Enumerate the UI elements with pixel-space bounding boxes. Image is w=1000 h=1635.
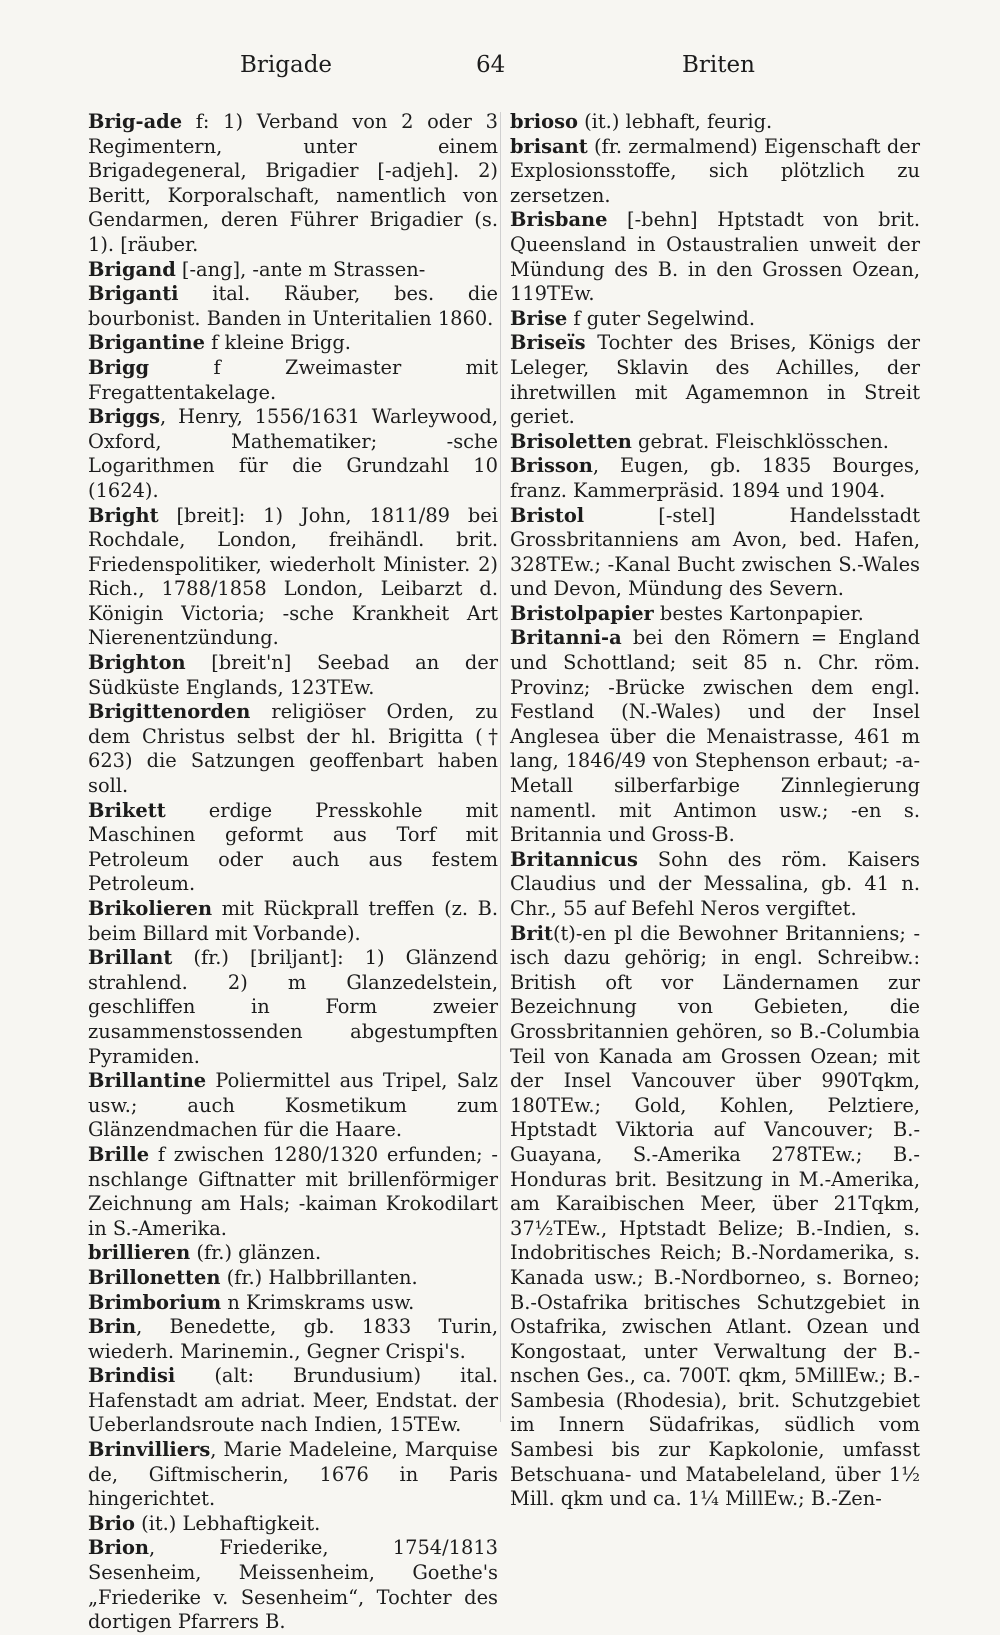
dictionary-entry: Brion, Friederike, 1754/1813 Sesenheim, Meissenheim, Goethe's „Friederike v. Sesenheim“, Tochter des dortigen Pfarrers B.: [88, 1536, 498, 1634]
dictionary-entry: brioso (it.) lebhaft, feurig.: [510, 110, 773, 133]
dictionary-entry: brisant (fr. zermalmend) Eigenschaft der Explosionsstoffe, sich plötzlich zu zersetzen.: [510, 134, 920, 207]
dictionary-entry: Brit(t)-en pl die Bewohner Britanniens; -isch dazu gehörig; in engl. Schreibw.: British oft vor Ländernamen zur Bezeichnung von Gebieten, die Grossbritannien gehören, so B.-Columbia Teil von Kanada am Grossen Ozean; mit der Insel Vancouver über 990Tqkm, 180TEw.; Gold, Kohlen, Pelztiere, Hptstadt Viktoria auf Vancouver; B.-Guayana, S.-Amerika 278TEw.; B.-Honduras brit. Besitzung in M.-Amerika, am Karaibischen Meer, über 21Tqkm, 37½TEw., Hptstadt Belize; B.-Indien, s. Indobritisches Reich; B.-Nordamerika, s. Kanada usw.; B.-Nordborneo, s. Borneo; B.-Ostafrika britisches Schutzgebiet in Ostafrika, zwischen Atlant. Ozean und Kongostaat, unter Verwaltung der B.-nschen Ges., ca. 700T. qkm, 5MillEw.; B.-Sambesia (Rhodesia), brit. Schutzgebiet im Innern Südafrikas, südlich vom Sambesi bis zur Kapkolonie, umfasst Betschuana- und Matabeleland, über 1½ Mill. qkm und ca. 1¼ MillEw.; B.-Zen-: [510, 921, 920, 1511]
dictionary-entry: brillieren (fr.) glänzen.: [88, 1241, 322, 1265]
dictionary-entry: Britannicus Sohn des röm. Kaisers Claudius und der Messalina, gb. 41 n. Chr., 55 auf Befehl Neros vergiftet.: [510, 847, 920, 920]
dictionary-entry: Briseïs Tochter des Brises, Königs der Leleger, Sklavin des Achilles, der ihretwillen mit Agamemnon in Streit geriet.: [510, 331, 920, 429]
dictionary-entry: Bright [breit]: 1) John, 1811/89 bei Rochdale, London, freihändl. brit. Friedenspolitiker, wiederholt Minister. 2) Rich., 1788/1858 London, Leibarzt d. Königin Victoria; -sche Krankheit Art Nierenentzündung.: [88, 503, 498, 650]
dictionary-entry: Briganti ital. Räuber, bes. die bourbonist. Banden in Unteritalien 1860.: [88, 282, 498, 330]
right-column: [510, 110, 920, 1512]
dictionary-entry: Brillonetten (fr.) Halbbrillanten.: [88, 1265, 418, 1289]
dictionary-entry: Brig-ade f: 1) Verband von 2 oder 3 Regimentern, unter einem Brigadegeneral, Brigadier [-adjeh]. 2) Beritt, Korporalschaft, namentlich von Gendarmen, deren Führer Brigadier (s. 1). [räuber.: [88, 110, 498, 256]
dictionary-entry: Brisoletten gebrat. Fleischklösschen.: [510, 429, 889, 453]
dictionary-entry: Brighton [breit'n] Seebad an der Südküste Englands, 123TEw.: [88, 651, 498, 699]
dictionary-entry: Bristolpapier bestes Kartonpapier.: [510, 601, 864, 625]
dictionary-entry: Brinvilliers, Marie Madeleine, Marquise de, Giftmischerin, 1676 in Paris hingerichtet.: [88, 1438, 498, 1511]
dictionary-entry: Brindisi (alt: Brundusium) ital. Hafenstadt am adriat. Meer, Endstat. der Ueberlandsroute nach Indien, 15TEw.: [88, 1364, 498, 1437]
dictionary-entry: Brio (it.) Lebhaftigkeit.: [88, 1511, 321, 1535]
dictionary-entry: Brikolieren mit Rückprall treffen (z. B. beim Billard mit Vorbande).: [88, 897, 498, 945]
page-number: 64: [476, 52, 506, 78]
dictionary-entry: Britanni-a bei den Römern = England und Schottland; seit 85 n. Chr. röm. Provinz; -Brücke zwischen dem engl. Festland (N.-Wales) und der Insel Anglesea über die Menaistrasse, 461 m lang, 1846/49 von Stephenson erbaut; -a-Metall silberfarbige Zinnlegierung namentl. mit Antimon usw.; -en s. Britannia und Gross-B.: [510, 626, 920, 847]
dictionary-entry: Brisson, Eugen, gb. 1835 Bourges, franz. Kammerpräsid. 1894 und 1904.: [510, 454, 920, 502]
dictionary-entry: Brillant (fr.) [briljant]: 1) Glänzend strahlend. 2) m Glanzedelstein, geschliffen in Form zweier zusammenstossenden abgestumpften Pyramiden.: [88, 946, 498, 1068]
dictionary-entry: Brillantine Poliermittel aus Tripel, Salz usw.; auch Kosmetikum zum Glänzendmachen für die Haare.: [88, 1069, 498, 1142]
dictionary-entry: Brille f zwischen 1280/1320 erfunden; -nschlange Giftnatter mit brillenförmiger Zeichnung am Hals; -kaiman Krokodilart in S.-Amerika.: [88, 1142, 498, 1240]
left-column: [88, 110, 498, 1635]
dictionary-entry: Brimborium n Krimskrams usw.: [88, 1290, 415, 1314]
dictionary-entry: Briggs, Henry, 1556/1631 Warleywood, Oxford, Mathematiker; -sche Logarithmen für die Grundzahl 10 (1624).: [88, 405, 498, 502]
dictionary-entry: Bristol [-stel] Handelsstadt Grossbritanniens am Avon, bed. Hafen, 328TEw.; -Kanal Bucht zwischen S.-Wales und Devon, Mündung des Severn.: [510, 503, 920, 601]
dictionary-entry: Brin, Benedette, gb. 1833 Turin, wiederh. Marinemin., Gegner Crispi's.: [88, 1315, 498, 1363]
dictionary-entry: Brigand [-ang], -ante m Strassen-: [88, 257, 426, 281]
dictionary-entry: Brikett erdige Presskohle mit Maschinen geformt aus Torf mit Petroleum oder auch aus festem Petroleum.: [88, 798, 498, 896]
dictionary-entry: Brisbane [-behn] Hptstadt von brit. Queensland in Ostaustralien unweit der Mündung des B. in den Grossen Ozean, 119TEw.: [510, 208, 920, 306]
dictionary-entry: Brise f guter Segelwind.: [510, 306, 756, 330]
header-left-keyword: Brigade: [240, 52, 333, 78]
dictionary-entry: Brigg f Zweimaster mit Fregattentakelage.: [88, 355, 498, 404]
dictionary-entry: Brigittenorden religiöser Orden, zu dem Christus selbst der hl. Brigitta († 623) die Satzungen geoffenbart haben soll.: [88, 700, 498, 798]
dictionary-entry: Brigantine f kleine Brigg.: [88, 331, 351, 355]
column-divider: [500, 112, 501, 1422]
header-right-keyword: Briten: [682, 52, 755, 78]
